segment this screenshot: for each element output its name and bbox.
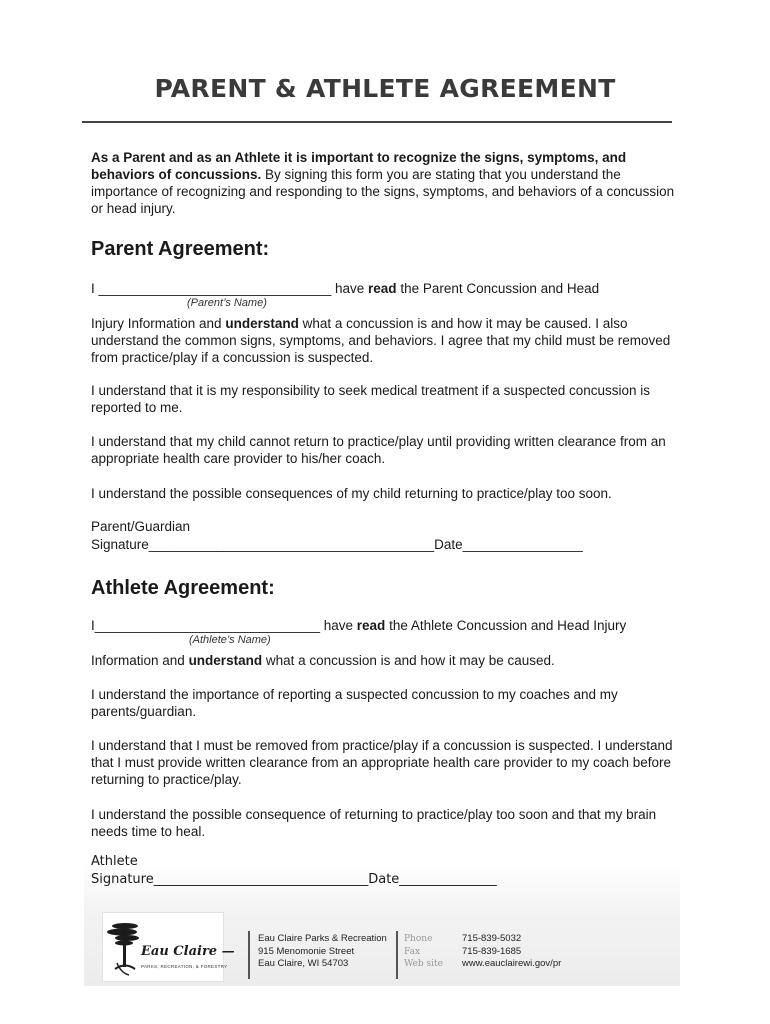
footer-divider-1 [248,931,250,979]
parent-line-suffix: the Parent Concussion and Head [396,281,600,296]
footer-city: Eau Claire, WI 54703 [258,958,349,969]
parent-paragraph-3: I understand that my child cannot return to practice/play until providing written clearance from an appropriate health care provider to his/her coach. [91,434,666,466]
parent-paragraph-4: I understand the possible consequences of my child returning to practice/play too soon. [91,486,612,501]
footer-divider-2 [396,931,398,979]
footer-address [258,933,387,971]
athlete-agreement-heading: Athlete Agreement: [91,577,275,599]
athlete-name-caption: (Athlete’s Name) [189,634,271,646]
athlete-signature-label: Athlete [91,854,138,869]
title-divider [82,121,672,123]
parent-signature-block [91,518,583,554]
parent-agreement-heading: Parent Agreement: [91,238,270,260]
website-link[interactable]: www.eauclairewi.gov/pr [462,958,562,969]
intro-bold-text: As a Parent and as an Athlete it is important to recognize the signs, symptoms, and behaviors of concussions. [91,150,627,182]
fax-number: 715-839-1685 [462,945,522,957]
athlete-name-line [91,618,626,633]
intro-text: By signing this form you are stating that you understand the importance of recognizing and responding to the signs, symptoms, and behaviors of a concussion or head injury. [91,167,675,216]
parent-p1-b: what a concussion is and how it may be caused. I also understand the common signs, symptoms, and behaviors. I agree that my child must be removed from practice/play if a concussion is suspected. [91,316,671,365]
website-label: Web site [404,959,443,969]
parent-read-word: read [368,281,397,296]
phone-number: 715-839-5032 [462,933,522,944]
footer-contact-values [462,933,561,971]
parent-signature-label: Parent/Guardian [91,519,191,534]
athlete-paragraph-1 [91,652,683,669]
athlete-paragraph-2: I understand the importance of reporting a suspected concussion to my coaches and my parents/guardian. [91,687,618,719]
athlete-line-suffix: the Athlete Concussion and Head Injury [385,618,627,633]
athlete-name-blank[interactable]: I______________________________ have [91,618,357,633]
logo-wordmark: Eau Claire — [141,944,235,959]
athlete-signature-date-line[interactable]: Signature_________________________________Date_______________ [91,872,497,887]
tree-icon [105,917,145,977]
phone-label: Phone [404,934,433,944]
footer-contact-labels [404,933,443,971]
logo-subtitle: PARKS, RECREATION, & FORESTRY [141,964,228,969]
parent-name-line [91,281,599,296]
parent-p1-a: Injury Information and [91,316,226,331]
athlete-p1-a: Information and [91,653,189,668]
eau-claire-logo [102,912,235,982]
athlete-understand-word: understand [188,653,263,668]
athlete-paragraph-3: I understand that I must be removed from practice/play if a concussion is suspected. I understand that I must provide written clearance from an appropriate health care provider to my coach before returning to practice/play. [91,738,673,787]
parent-paragraph-1 [91,315,683,366]
athlete-p1-b: what a concussion is and how it may be caused. [262,653,555,668]
parent-name-caption: (Parent’s Name) [187,297,267,309]
parent-signature-date-line[interactable]: Signature______________________________________Date________________ [91,537,583,552]
footer-street: 915 Menomonie Street [258,945,355,957]
athlete-read-word: read [356,618,386,633]
parent-paragraph-2: I understand that it is my responsibility to seek medical treatment if a suspected concussion is reported to me. [91,383,651,415]
parent-understand-word: understand [225,316,299,331]
athlete-signature-block [91,853,497,889]
footer-org: Eau Claire Parks & Recreation [258,933,387,944]
parent-name-blank[interactable]: I _______________________________ have [91,281,369,296]
athlete-paragraph-4: I understand the possible consequence of returning to practice/play too soon and that my brain needs time to heal. [91,807,657,839]
fax-label: Fax [404,946,421,957]
intro-paragraph [91,149,683,217]
page-title: PARENT & ATHLETE AGREEMENT [154,74,616,103]
